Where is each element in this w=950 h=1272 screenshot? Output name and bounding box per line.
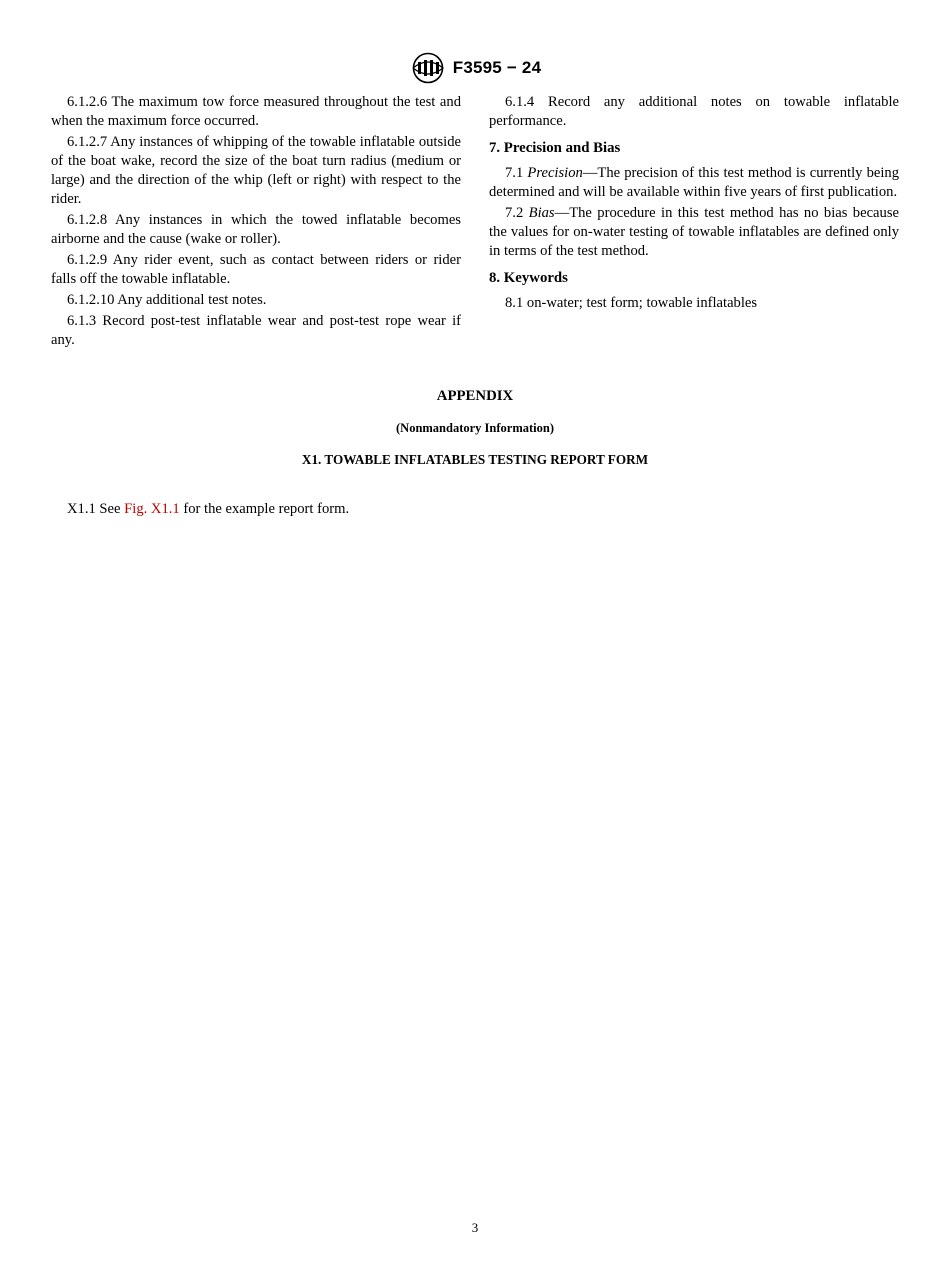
paragraph-7-2 [489,204,899,261]
x1-1-suffix: for the example report form. [183,501,350,517]
paragraph-6-1-2-6: 6.1.2.6 The maximum tow force measured throughout the test and when the maximum force occurred. [51,94,461,129]
document-designation: F3595 − 24 [452,58,542,77]
paragraph-7-1-number: 7.1 [505,165,524,181]
paragraph-6-1-2-9: 6.1.2.9 Any rider event, such as contact between riders or rider falls off the towable inflatable. [51,252,461,287]
paragraph-7-2-number: 7.2 [505,205,524,221]
paragraph-x1-1 [67,500,349,519]
left-column [51,93,461,352]
paragraph-6-1-3: 6.1.3 Record post-test inflatable wear and post-test rope wear if any. [51,313,461,348]
paragraph-7-1 [489,164,899,202]
paragraph-8-1: 8.1 on-water; test form; towable inflatables [505,295,758,311]
paragraph-7-2-text: —The procedure in this test method has no bias because the values for on-water testing of towable inflatables are defined only in terms of the test method. [489,205,899,259]
section-8-heading: 8. Keywords [489,270,568,286]
section-7-heading: 7. Precision and Bias [489,140,621,156]
paragraph-6-1-2-8: 6.1.2.8 Any instances in which the towed inflatable becomes airborne and the cause (wake or roller). [51,212,461,247]
appendix-title: APPENDIX [436,388,514,404]
bias-term: Bias [528,205,555,221]
x1-1-prefix: X1.1 See [67,501,121,517]
appendix-x1-heading: X1. TOWABLE INFLATABLES TESTING REPORT FORM [301,452,649,467]
paragraph-6-1-2-7: 6.1.2.7 Any instances of whipping of the towable inflatable outside of the boat wake, record the size of the boat turn radius (medium or large) and the direction of the whip (left or right) with respect to the rider. [51,134,461,207]
page-header [0,52,950,84]
page-number: 3 [471,1220,479,1235]
paragraph-6-1-2-10: 6.1.2.10 Any additional test notes. [67,292,267,308]
right-column [489,93,899,315]
paragraph-7-1-text: —The precision of this test method is currently being determined and will be available within five years of first publication. [489,165,900,200]
precision-term: Precision [527,165,583,181]
fig-x1-1-link[interactable]: Fig. X1.1 [124,501,180,517]
appendix-block [0,388,950,468]
paragraph-6-1-4: 6.1.4 Record any additional notes on towable inflatable performance. [489,94,899,129]
appendix-subtitle: (Nonmandatory Information) [396,421,554,435]
astm-logo-icon [409,52,447,84]
